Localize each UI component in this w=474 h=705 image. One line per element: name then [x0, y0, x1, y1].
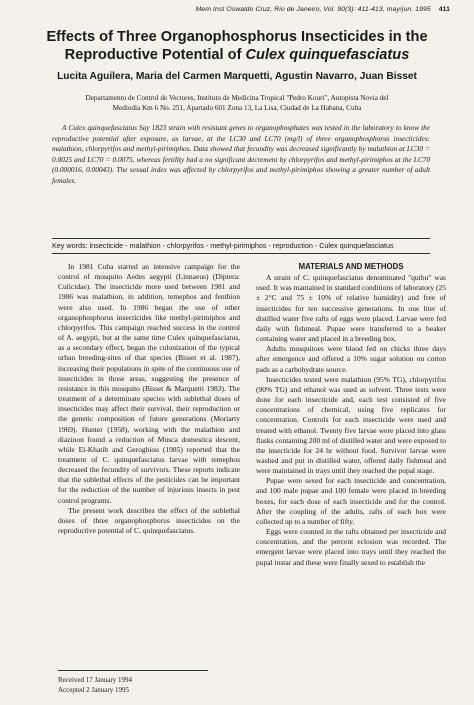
intro-paragraph-1: In 1981 Cuba started an intensive campaign for the control of mosquito Aedes aegypti (Linnaeus) (Diptera: Culicidae). The insecticide more used between 1981 and 1986 was malathion, in addition, temephos and fenthion were also used. In 1986 began the use of other organophosphorus insecticides like methyl-pirimiphos and chlorpyrifos. This campaign reached success in the control of A. aegypti, but at the same time Culex quinquefasciatus, as a secondary effect, began the colonization of the typical urban breeding-sites of that species (Bisset et al. 1987), increasing their populations in spite of the continuous use of insecticides in those areas, suggesting the presence of resistance in this mosquito (Bisset & Marquetti 1983). The treatment of a determinate species with sublethal doses of insecticides may affect their survival, their reproduction or the genetic composition of future generations (Moriarty 1969). Hunter (1958), working with the malathion and diazinon found a reduction of Musca domestica descent, while El-Khatib and Geroghiou (1985) reported that the treatment of C. quinquefasciatus larvae with temephos decreased the fecundity of survivors. These reports indicate that the sublethal effects of the pesticides can be important for the reduction of the number of injurious insects in pest control programs. — [58, 262, 240, 505]
methods-paragraph-2: Adults mosquitoes were blood fed on chicks three days after emergence and offered a 10% sugar solution on cotton pads as a carbohydrate source. — [256, 344, 446, 374]
section-heading: MATERIALS AND METHODS — [298, 262, 404, 271]
affiliation — [40, 93, 434, 113]
right-column — [256, 262, 446, 568]
methods-paragraph-1: A strain of C. quinquefasciatus denominated "quibu" was used. It was mantained in standard conditions of laboratory (25 ± 2°C and 75 ± 10% of relative humidity) and free of insecticides for ten successive generations. In one liter of distilled water five rafts of eggs were placed. Larvae were fed daily with fishmeal. Pupae were transferred to a beaker containing water and placed in a breeding box. — [256, 273, 446, 344]
title-species: Culex quinquefasciatus — [245, 47, 410, 63]
methods-paragraph-3: Insecticides tested were malathion (95% TG), chlorpyrifos (90% TG) and ethanol was used as solvent. Three tests were done for each insecticide and, each test consisted of five concentrations of chemical, using five replicates for concentration. Controls for each insecticide were used and treated with ethanol. Twenty five larvae were placed into glass flasks containing 200 ml of distilled water and were exposed to the insecticide for 24 hr without food. Survivor larvae were washed and put in distilled water, offered daily fishmeal and were maintained in trays until they reached the pupal stage. — [256, 374, 446, 476]
author-list: Lucita Aguilera, Maria del Carmen Marquetti, Agustin Navarro, Juan Bisset — [57, 71, 417, 82]
title-line-1: Effects of Three Organophosphorus Insecticides in the — [46, 29, 428, 45]
title-line-2 — [20, 46, 454, 64]
affiliation-line-1: Departamento de Control de Vectores, Instituto de Medicina Tropical "Pedro Kouri", Autopista Novia del — [85, 94, 389, 102]
methods-paragraph-5: Eggs were counted in the rafts obtained per insecticide and concentration, and the percent eclosion was recorded. The emergent larvae were placed into trays until they reached the pupal instar and these were finally sexed to establish the — [256, 527, 446, 567]
submission-dates — [58, 670, 208, 695]
received-date: Received 17 January 1994 — [58, 676, 133, 684]
accepted-date: Accepted 2 January 1995 — [58, 686, 129, 694]
journal-citation: Mem Inst Oswaldo Cruz, Rio de Janeiro, Vol. 90(3): 411-413, may/jun. 1995 — [195, 6, 431, 13]
article-title — [20, 28, 454, 64]
keywords — [52, 238, 430, 254]
page-number: 411 — [438, 6, 450, 13]
running-head — [196, 6, 450, 13]
left-column — [58, 262, 240, 536]
affiliation-line-2: Mediodia Km 6 No. 251, Apartado 601 Zona 13, La Lisa, Ciudad de La Habana, Cuba — [112, 104, 362, 112]
intro-paragraph-2: The present work describes the effect of the sublethal doses of three organophosphorus insecticides on the reproductive potential of C. quinquefasciatus. — [58, 505, 240, 536]
keywords-label: Key words: — [52, 241, 88, 250]
keywords-terms: insecticide - malathion - chlorpyrifos - methyl-pirimiphos - reproduction - Culex quinquefasciatus — [89, 241, 394, 250]
methods-paragraph-4: Pupae were sexed for each insecticide and concentration, and 100 male pupae and 100 female were placed in breeding boxes, for each dose of each insecticide and for the control. After the coupling of the adults, rafts of each box were collected up to a number of fifty. — [256, 476, 446, 526]
abstract: A Culex quinquefasciatus Say 1823 strain with resistant genes to organophosphates was tested in the laboratory to know the reproductive potential after exposure, as larvae, at the LC30 and LC70 (mg/l) of three organophosphorus insecticides: malathion, chlorpyrifos and methyl-pirimiphos. Data showed that fecundity was decreased significantly by malathion at LC30 = 0.0025 and LC70 = 0.0075, whereas fertility had a no significant decrement by chlorpyrifos and methyl-pirimiphos at the LC70 (0.000016, 0.00043). The sexual index was affected by chlorpyrifos and methyl-pirimiphos showing a greater number of adult females. — [52, 123, 430, 185]
title-line-2-text: Reproductive Potential of — [64, 47, 246, 63]
